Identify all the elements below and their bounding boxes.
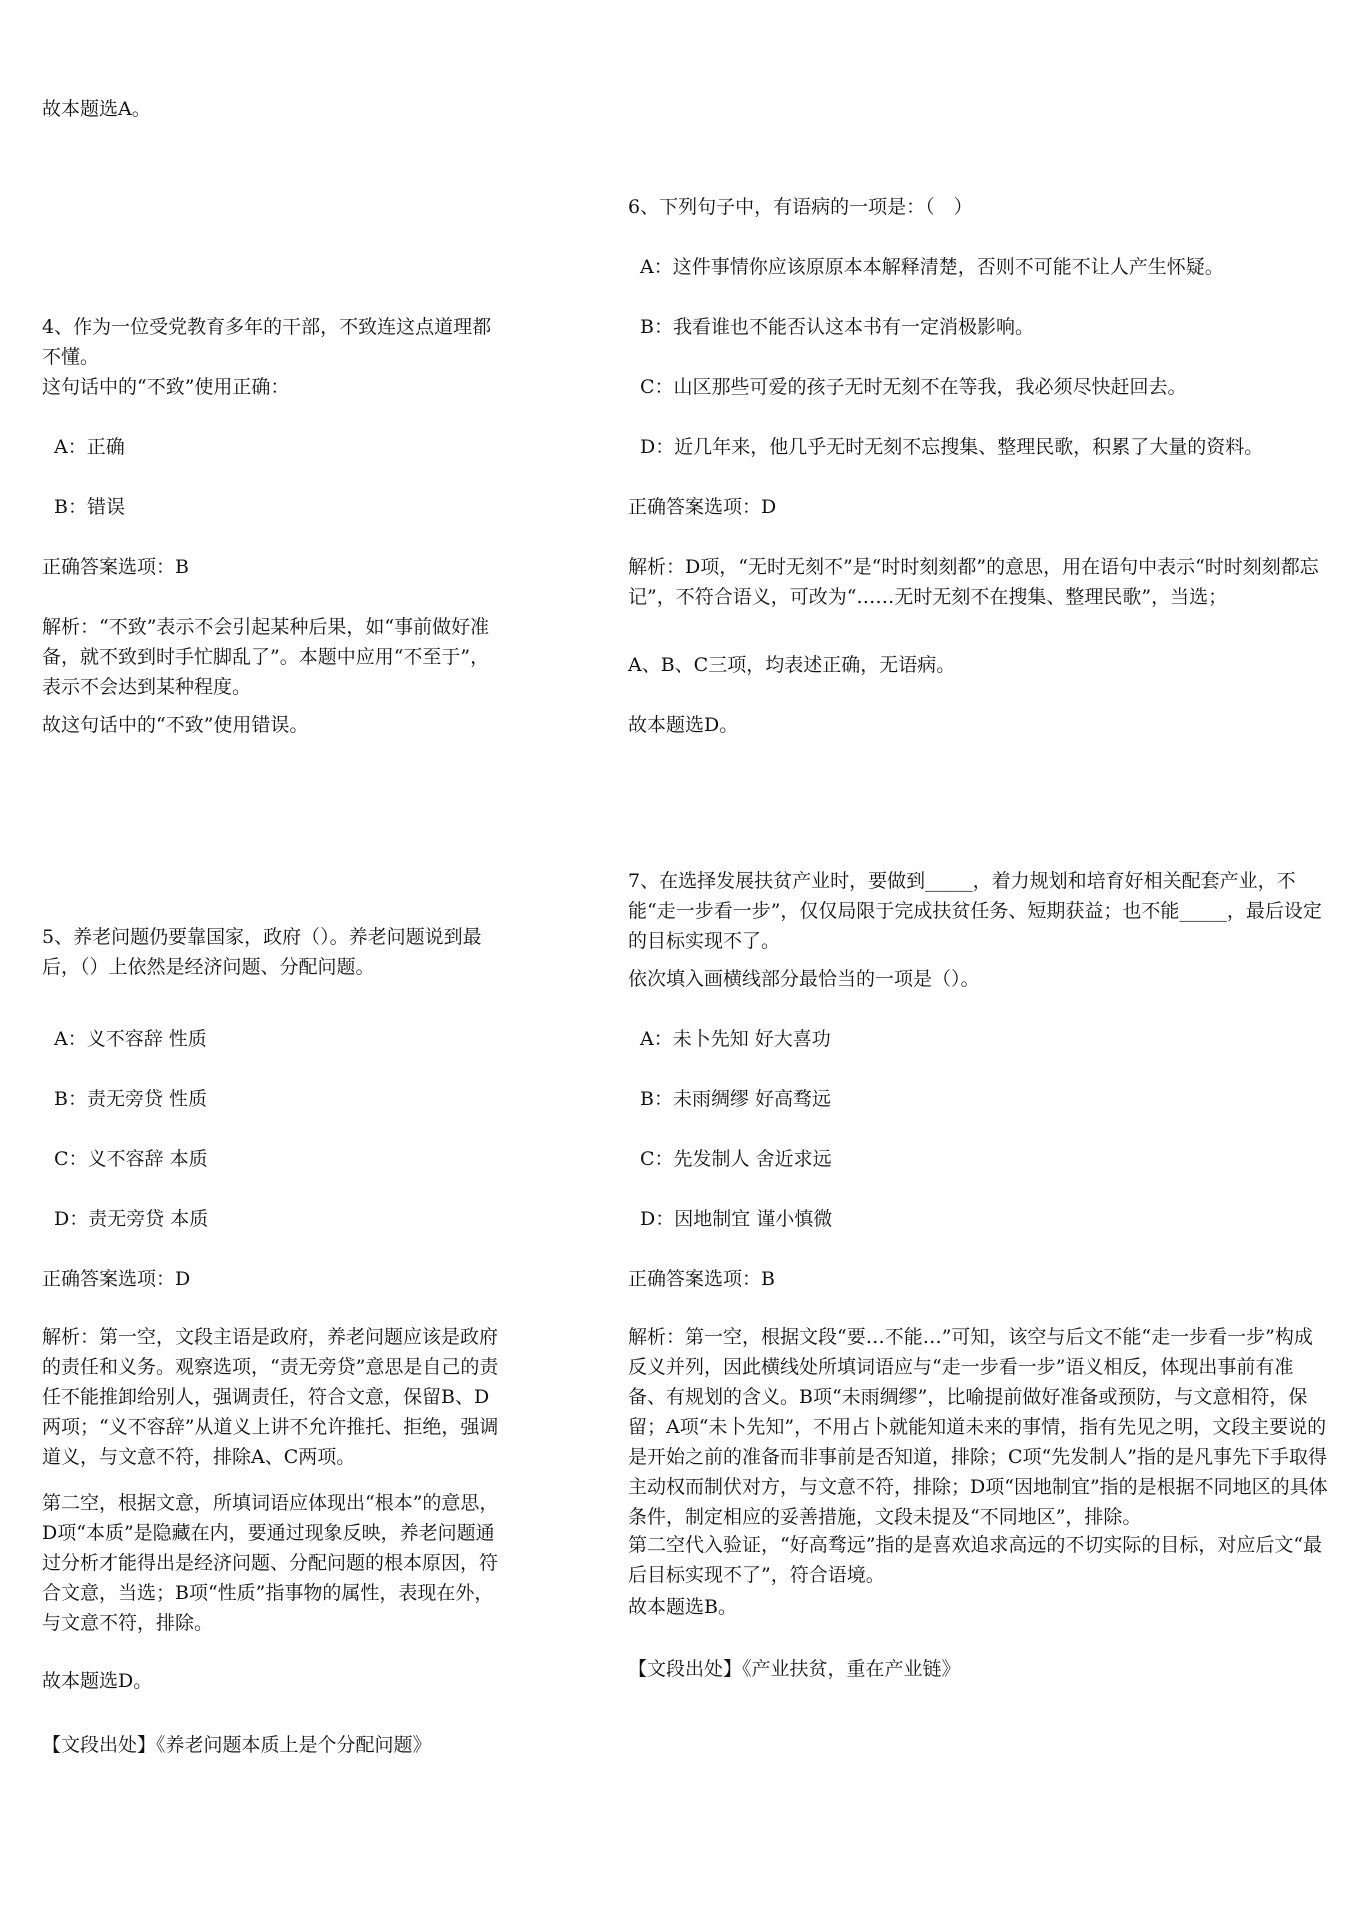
q7-conclusion: 故本题选B。 (628, 1596, 737, 1618)
q5-option-d: D：责无旁贷 本质 (54, 1208, 209, 1230)
q5-analysis-2: 第二空，根据文意，所填词语应体现出“根本”的意思，D项“本质”是隐藏在内，要通过现象反映，养老问题通过分析才能得出是经济问题、分配问题的根本原因，符合文意，当选；B项“性质”指事物的属性，表现在外，与文意不符，排除。 (42, 1492, 499, 1634)
q4-analysis: 解析：“不致”表示不会引起某种后果，如“事前做好准备，就不致到时手忙脚乱了”。本题中应用“不至于”，表示不会达到某种程度。 (42, 616, 490, 698)
q4-conclusion: 故这句话中的“不致”使用错误。 (42, 714, 309, 736)
q6-stem: 6、下列句子中，有语病的一项是：（ ） (628, 196, 973, 218)
q7-analysis-2: 第二空代入验证，“好高骛远”指的是喜欢追求高远的不切实际的目标，对应后文“最后目标实现不了”，符合语境。 (628, 1534, 1323, 1586)
q5-conclusion: 故本题选D。 (42, 1670, 153, 1692)
q5-analysis-1: 解析：第一空，文段主语是政府，养老问题应该是政府的责任和义务。观察选项，“责无旁贷”意思是自己的责任不能推卸给别人，强调责任，符合文意，保留B、D两项；“义不容辞”从道义上讲不允许推托、拒绝，强调道义，与文意不符，排除A、C两项。 (42, 1326, 499, 1468)
q7-option-d: D：因地制宜 谨小慎微 (640, 1208, 833, 1230)
q5-option-c: C：义不容辞 本质 (54, 1148, 208, 1170)
q6-option-d: D：近几年来，他几乎无时无刻不忘搜集、整理民歌，积累了大量的资料。 (640, 436, 1264, 458)
q7-option-a: A：未卜先知 好大喜功 (640, 1028, 831, 1050)
q5-option-b: B：责无旁贷 性质 (54, 1088, 208, 1110)
q7-stem: 7、在选择发展扶贫产业时，要做到_____，着力规划和培育好相关配套产业，不能“走一步看一步”，仅仅局限于完成扶贫任务、短期获益；也不能_____，最后设定的目标实现不了。 (628, 870, 1322, 952)
q5-stem: 5、养老问题仍要靠国家，政府（）。养老问题说到最后，（）上依然是经济问题、分配问题。 (42, 926, 482, 978)
q7-source: 【文段出处】《产业扶贫，重在产业链》 (628, 1658, 961, 1680)
q7-analysis-1: 解析：第一空，根据文段“要…不能…”可知，该空与后文不能“走一步看一步”构成反义并列，因此横线处所填词语应与“走一步看一步”语义相反，体现出事前有准备、有规划的含义。B项“未雨绸缪”，比喻提前做好准备或预防，与文意相符，保留；A项“未卜先知”，不用占卜就能知道未来的事情，指有先见之明，文段主要说的是开始之前的准备而非事前是否知道，排除；C项“先发制人”指的是凡事先下手取得主动权而制伏对方，与文意不符，排除；D项“因地制宜”指的是根据不同地区的具体条件，制定相应的妥善措施，文段未提及“不同地区”，排除。 (628, 1326, 1328, 1528)
q7-answer: 正确答案选项：B (628, 1268, 775, 1290)
q5-source: 【文段出处】《养老问题本质上是个分配问题》 (42, 1734, 432, 1756)
prev-conclusion: 故本题选A。 (42, 98, 151, 120)
q7-prompt: 依次填入画横线部分最恰当的一项是（）。 (628, 968, 980, 990)
q4-option-b: B：错误 (54, 496, 125, 518)
q5-option-a: A：义不容辞 性质 (54, 1028, 207, 1050)
q4-prompt: 这句话中的“不致”使用正确： (42, 376, 290, 398)
q6-option-a: A：这件事情你应该原原本本解释清楚，否则不可能不让人产生怀疑。 (640, 256, 1224, 278)
q4-stem: 4、作为一位受党教育多年的干部，不致连这点道理都不懂。 (42, 316, 492, 368)
q6-option-c: C：山区那些可爱的孩子无时无刻不在等我，我必须尽快赶回去。 (640, 376, 1187, 398)
q6-analysis: 解析：D项，“无时无刻不”是“时时刻刻都”的意思，用在语句中表示“时时刻刻都忘记”，不符合语义，可改为“……无时无刻不在搜集、整理民歌”，当选； (628, 556, 1319, 608)
q6-conclusion: 故本题选D。 (628, 714, 739, 736)
q6-analysis-2: A、B、C三项，均表述正确，无语病。 (628, 654, 956, 676)
q7-option-b: B：未雨绸缪 好高骛远 (640, 1088, 832, 1110)
q6-answer: 正确答案选项：D (628, 496, 777, 518)
q4-option-a: A：正确 (54, 436, 125, 458)
q5-answer: 正确答案选项：D (42, 1268, 191, 1290)
q7-option-c: C：先发制人 舍近求远 (640, 1148, 832, 1170)
q6-option-b: B：我看谁也不能否认这本书有一定消极影响。 (640, 316, 1034, 338)
q4-answer: 正确答案选项：B (42, 556, 189, 578)
